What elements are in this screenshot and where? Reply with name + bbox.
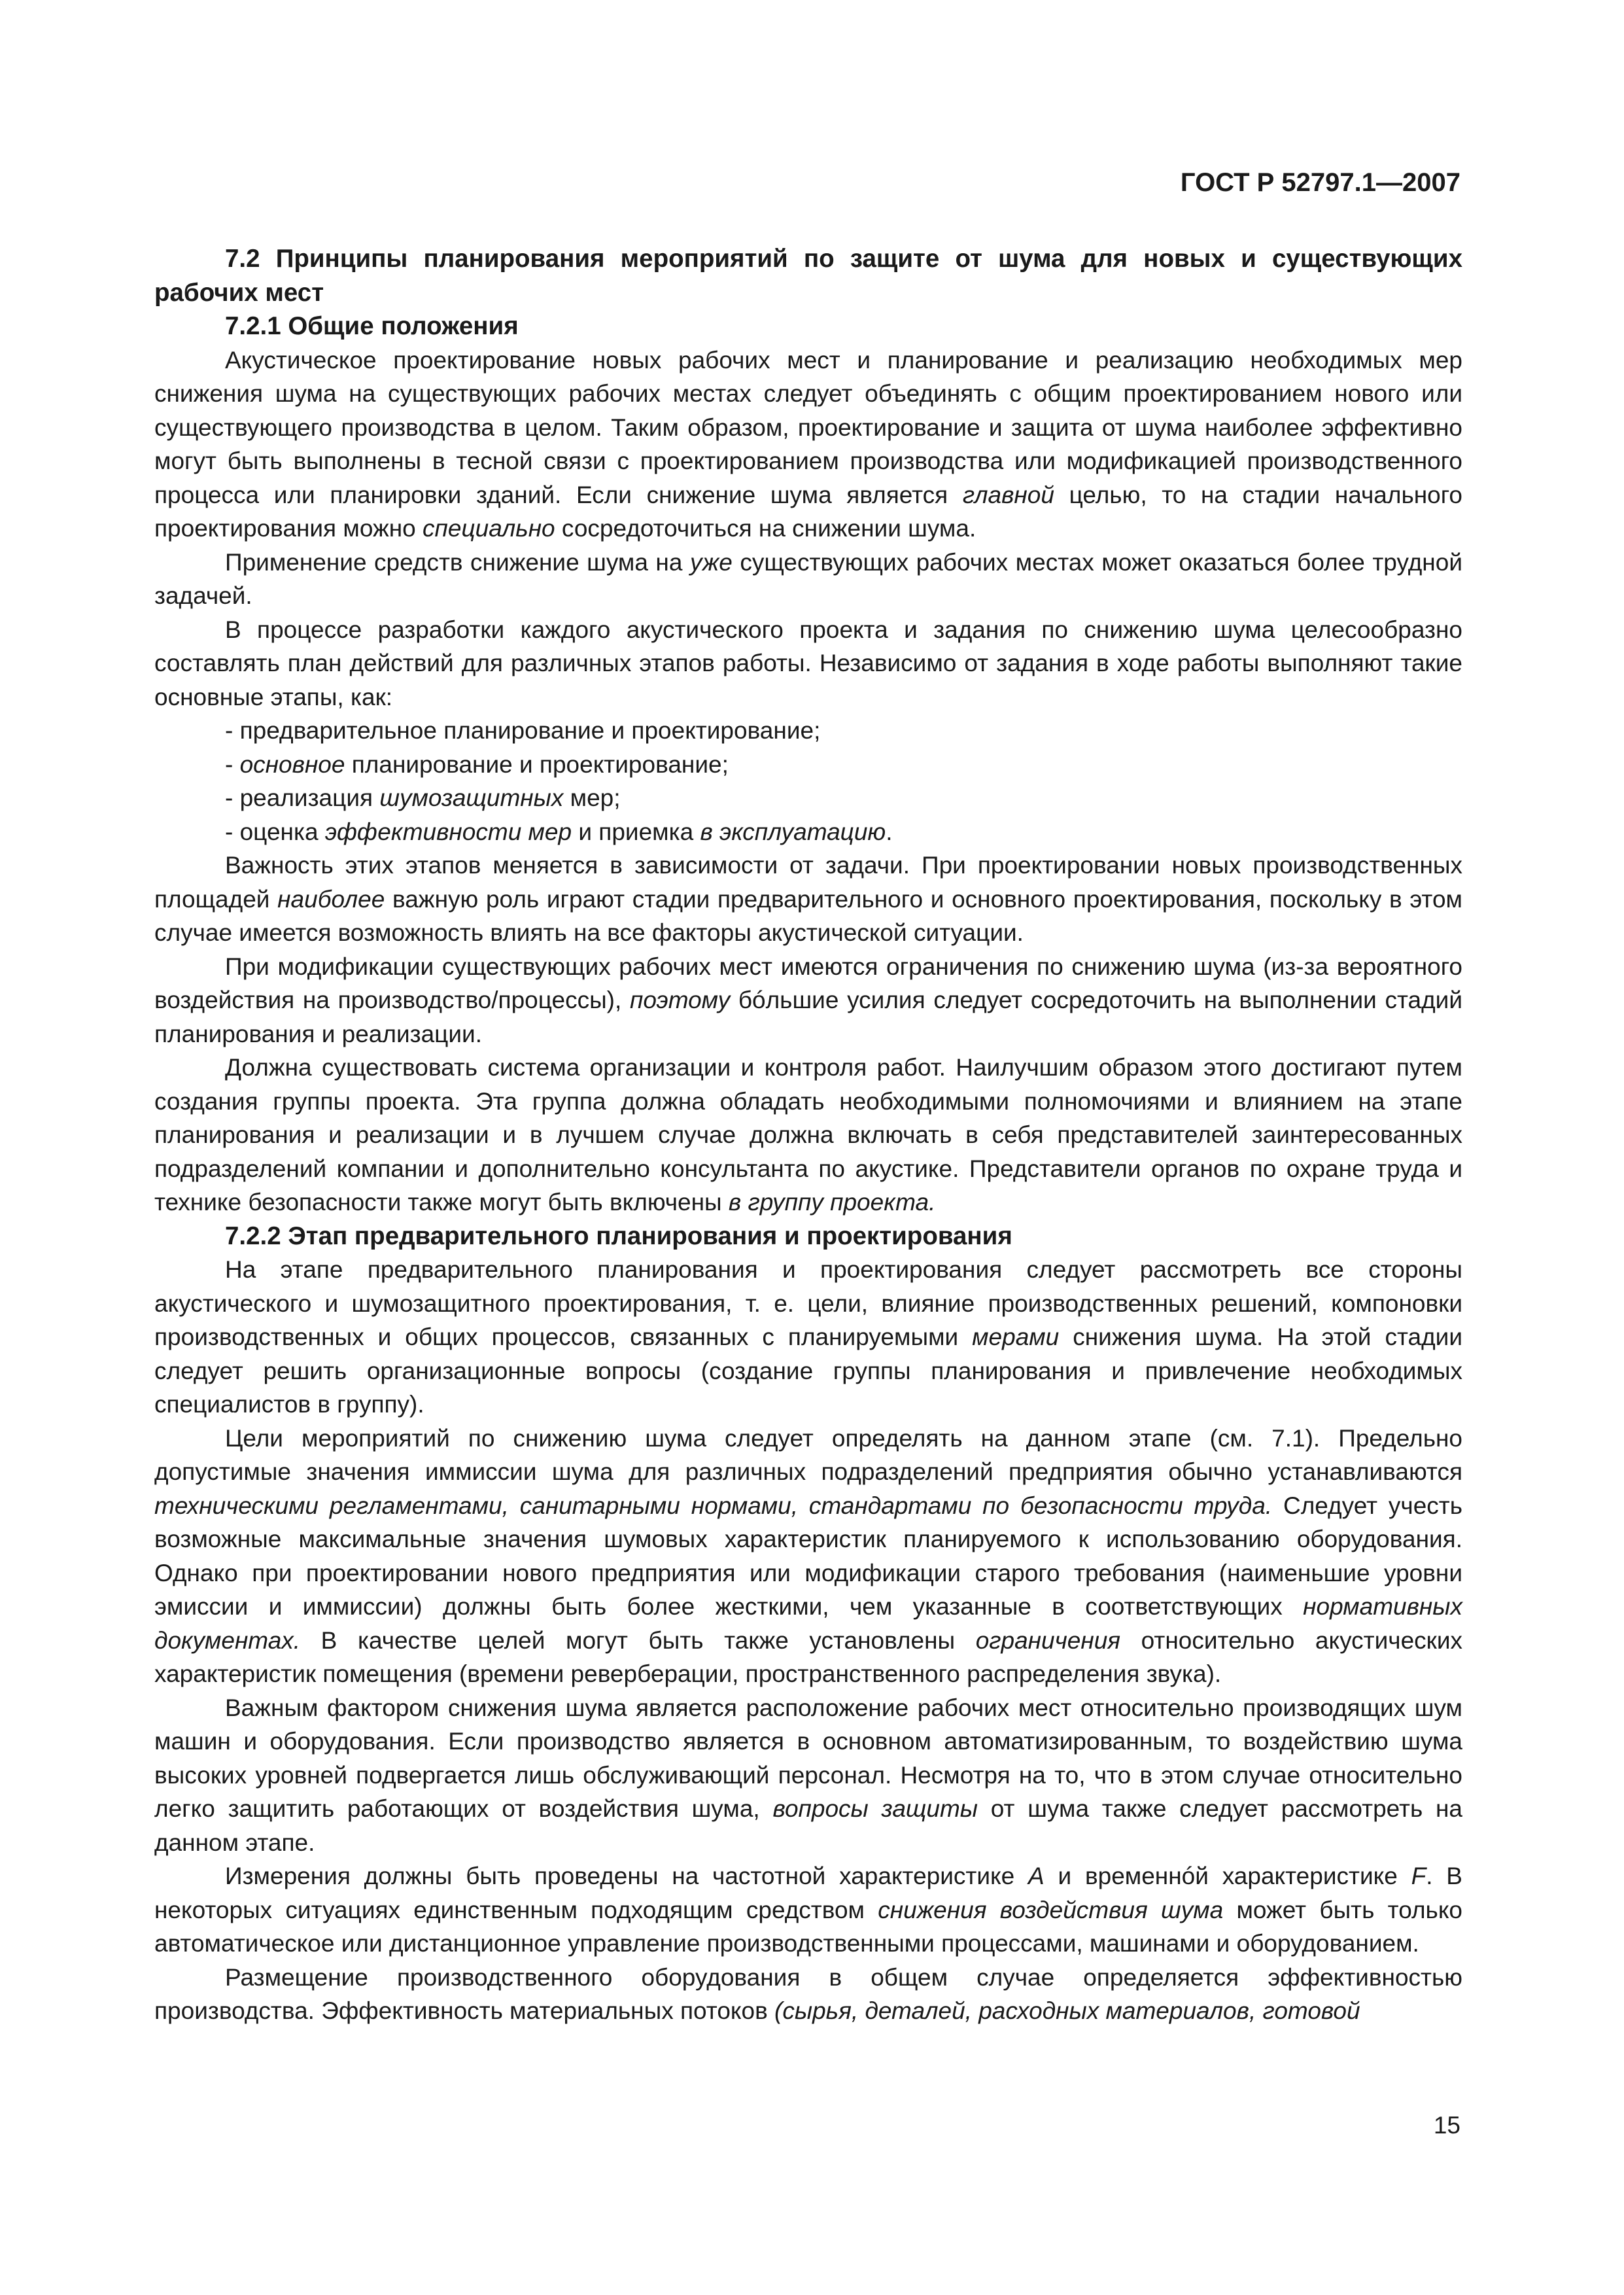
text-run: Цели мероприятий по снижению шума следует определять на данном этапе (см. 7.1). Предельно допустимые значения иммиссии шума для различных подразделений предприятия обычно устанавливаются — [154, 1424, 1462, 1485]
text-run: может быть только автоматическое или дистанционное управление производственными процессами, машинами и оборудованием. — [154, 1896, 1463, 1957]
document-body — [154, 242, 1462, 2028]
emphasis-text: наиболее — [277, 885, 385, 913]
page-number: 15 — [1433, 2112, 1460, 2139]
emphasis-text: основное — [239, 750, 345, 778]
section-heading — [154, 1219, 1462, 1253]
list-item — [154, 815, 1462, 849]
text-run: . — [886, 818, 893, 845]
emphasis-text: вопросы защиты — [772, 1795, 978, 1822]
body-paragraph — [154, 1961, 1462, 2028]
emphasis-text: шумозащитных — [379, 784, 564, 811]
emphasis-text: А — [1028, 1863, 1045, 1889]
emphasis-text: специально — [423, 515, 555, 542]
emphasis-text: уже — [689, 548, 733, 576]
text-run: целью, то на стадии начального проектирования можно — [154, 481, 1463, 542]
text-run: мер; — [563, 784, 621, 811]
body-paragraph — [154, 849, 1462, 950]
text-run: На этапе предварительного планирования и проектирования следует рассмотреть все стороны акустического и шумозащитного проектирования, т. е. цели, влияние производственных решений, компоновки производственных и общих процессов, связанных с планируемыми — [154, 1256, 1462, 1350]
text-run: Важность этих этапов меняется в зависимости от задачи. При проектировании новых производственных площадей — [154, 852, 1462, 913]
emphasis-text: техническими регламентами, санитарными нормами, стандартами по безопасности труда. — [154, 1492, 1273, 1519]
emphasis-text: снижения воздействия шума — [878, 1896, 1224, 1923]
text-run: Размещение производственного оборудования в общем случае определяется эффективностью производства. Эффективность материальных потоков — [154, 1963, 1462, 2024]
text-run: Следует учесть возможные максимальные значения шумовых характеристик планируемого к использованию оборудования. Однако при проектировании нового предприятия или модификации старого требования (наименьшие уровни эмиссии и иммиссии) должны быть более жесткими, чем указанные в соответствующих — [154, 1492, 1463, 1620]
text-run: - — [225, 750, 240, 778]
text-run: При модификации существующих рабочих мест имеются ограничения по снижению шума (из-за вероятного воздействия на производство/процессы), — [154, 953, 1462, 1013]
text-run: . В некоторых ситуациях единственным подходящим средством — [154, 1863, 1462, 1923]
text-run: существующих рабочих местах может оказаться более трудной задачей. — [154, 548, 1462, 609]
text-run: планирование и проектирование; — [345, 750, 729, 778]
body-paragraph — [154, 1051, 1462, 1219]
text-run: Должна существовать система организации и контроля работ. Наилучшим образом этого достигают путем создания группы проекта. Эта группа должна обладать необходимыми полномочиями и влиянием на этапе планирования и реализации и в лучшем случае должна включать в себя представителей заинтересованных подразделений компании и дополнительно консультанта по акустике. Представители органов по охране труда и технике безопасности также могут быть включены — [154, 1054, 1462, 1216]
body-paragraph — [154, 1859, 1462, 1961]
text-run: В качестве целей могут быть также установлены — [300, 1626, 976, 1654]
emphasis-text: (сырья, деталей, расходных материалов, готовой — [774, 1997, 1360, 2024]
emphasis-text: в эксплуатацию — [700, 818, 886, 845]
emphasis-text: мерами — [972, 1323, 1060, 1350]
section-heading — [154, 242, 1462, 309]
text-run: и временнóй характеристике — [1044, 1863, 1411, 1889]
emphasis-text: главной — [962, 481, 1054, 508]
text-run: сосредоточиться на снижении шума. — [555, 515, 976, 542]
text-run: снижения шума. На этой стадии следует решить организационные вопросы (создание группы планирования и привлечение необходимых специалистов в группу). — [154, 1323, 1462, 1418]
body-paragraph — [154, 613, 1462, 714]
text-run: и приемка — [572, 818, 700, 845]
text-run: В процессе разработки каждого акустического проекта и задания по снижению шума целесообразно составлять план действий для различных этапов работы. Независимо от задания в ходе работы выполняют такие основные этапы, как: — [154, 616, 1462, 710]
emphasis-text: эффективности мер — [324, 818, 572, 845]
text-run: - оценка — [225, 818, 325, 845]
list-item — [154, 714, 1462, 748]
body-paragraph — [154, 343, 1462, 546]
text-run: Важным фактором снижения шума является расположение рабочих мест относительно производящих шум машин и оборудования. Если производство является в основном автоматизированным, то воздействию шума высоких уровней подвергается лишь обслуживающий персонал. Несмотря на то, что в этом случае относительно легко защитить работающих от воздействия шума, — [154, 1694, 1462, 1822]
emphasis-text: в группу проекта. — [728, 1189, 936, 1216]
emphasis-text: ограничения — [975, 1626, 1121, 1654]
text-run: 7.2.1 Общие положения — [225, 312, 519, 340]
body-paragraph — [154, 1253, 1462, 1422]
text-run: 7.2.2 Этап предварительного планирования и проектирования — [225, 1221, 1012, 1250]
text-run: - предварительное планирование и проектирование; — [225, 717, 821, 744]
text-run: 7.2 Принципы планирования мероприятий по защите от шума для новых и существующих рабочих мест — [154, 245, 1462, 307]
text-run: бóльшие усилия следует сосредоточить на выполнении стадий планирования и реализации. — [154, 987, 1463, 1047]
text-run: Акустическое проектирование новых рабочих мест и планирование и реализацию необходимых мер снижения шума на существующих рабочих местах следует объединять с общим проектированием нового или существующего производства в целом. Таким образом, проектирование и защита от шума наиболее эффективно могут быть выполнены в тесной связи с проектированием производства или модификацией производственного процесса или планировки зданий. Если снижение шума является — [154, 346, 1462, 508]
text-run: - реализация — [225, 784, 380, 811]
emphasis-text: нормативных документах. — [154, 1593, 1462, 1654]
text-run: Применение средств снижение шума на — [225, 548, 690, 576]
text-run: Измерения должны быть проведены на частотной характеристике — [225, 1863, 1028, 1889]
emphasis-text: поэтому — [629, 987, 731, 1013]
text-run: относительно акустических характеристик помещения (времени реверберации, пространственного распределения звука). — [154, 1626, 1462, 1687]
list-item — [154, 748, 1462, 782]
list-item — [154, 781, 1462, 815]
text-run: важную роль играют стадии предварительного и основного проектирования, поскольку в этом случае имеется возможность влиять на все факторы акустической ситуации. — [154, 885, 1462, 946]
text-run: от шума также следует рассмотреть на данном этапе. — [154, 1795, 1462, 1856]
body-paragraph — [154, 1691, 1462, 1860]
section-heading — [154, 309, 1462, 343]
emphasis-text: F — [1411, 1863, 1426, 1889]
document-code: ГОСТ Р 52797.1—2007 — [1180, 168, 1460, 197]
body-paragraph — [154, 1422, 1462, 1691]
body-paragraph — [154, 546, 1462, 613]
body-paragraph — [154, 950, 1462, 1051]
